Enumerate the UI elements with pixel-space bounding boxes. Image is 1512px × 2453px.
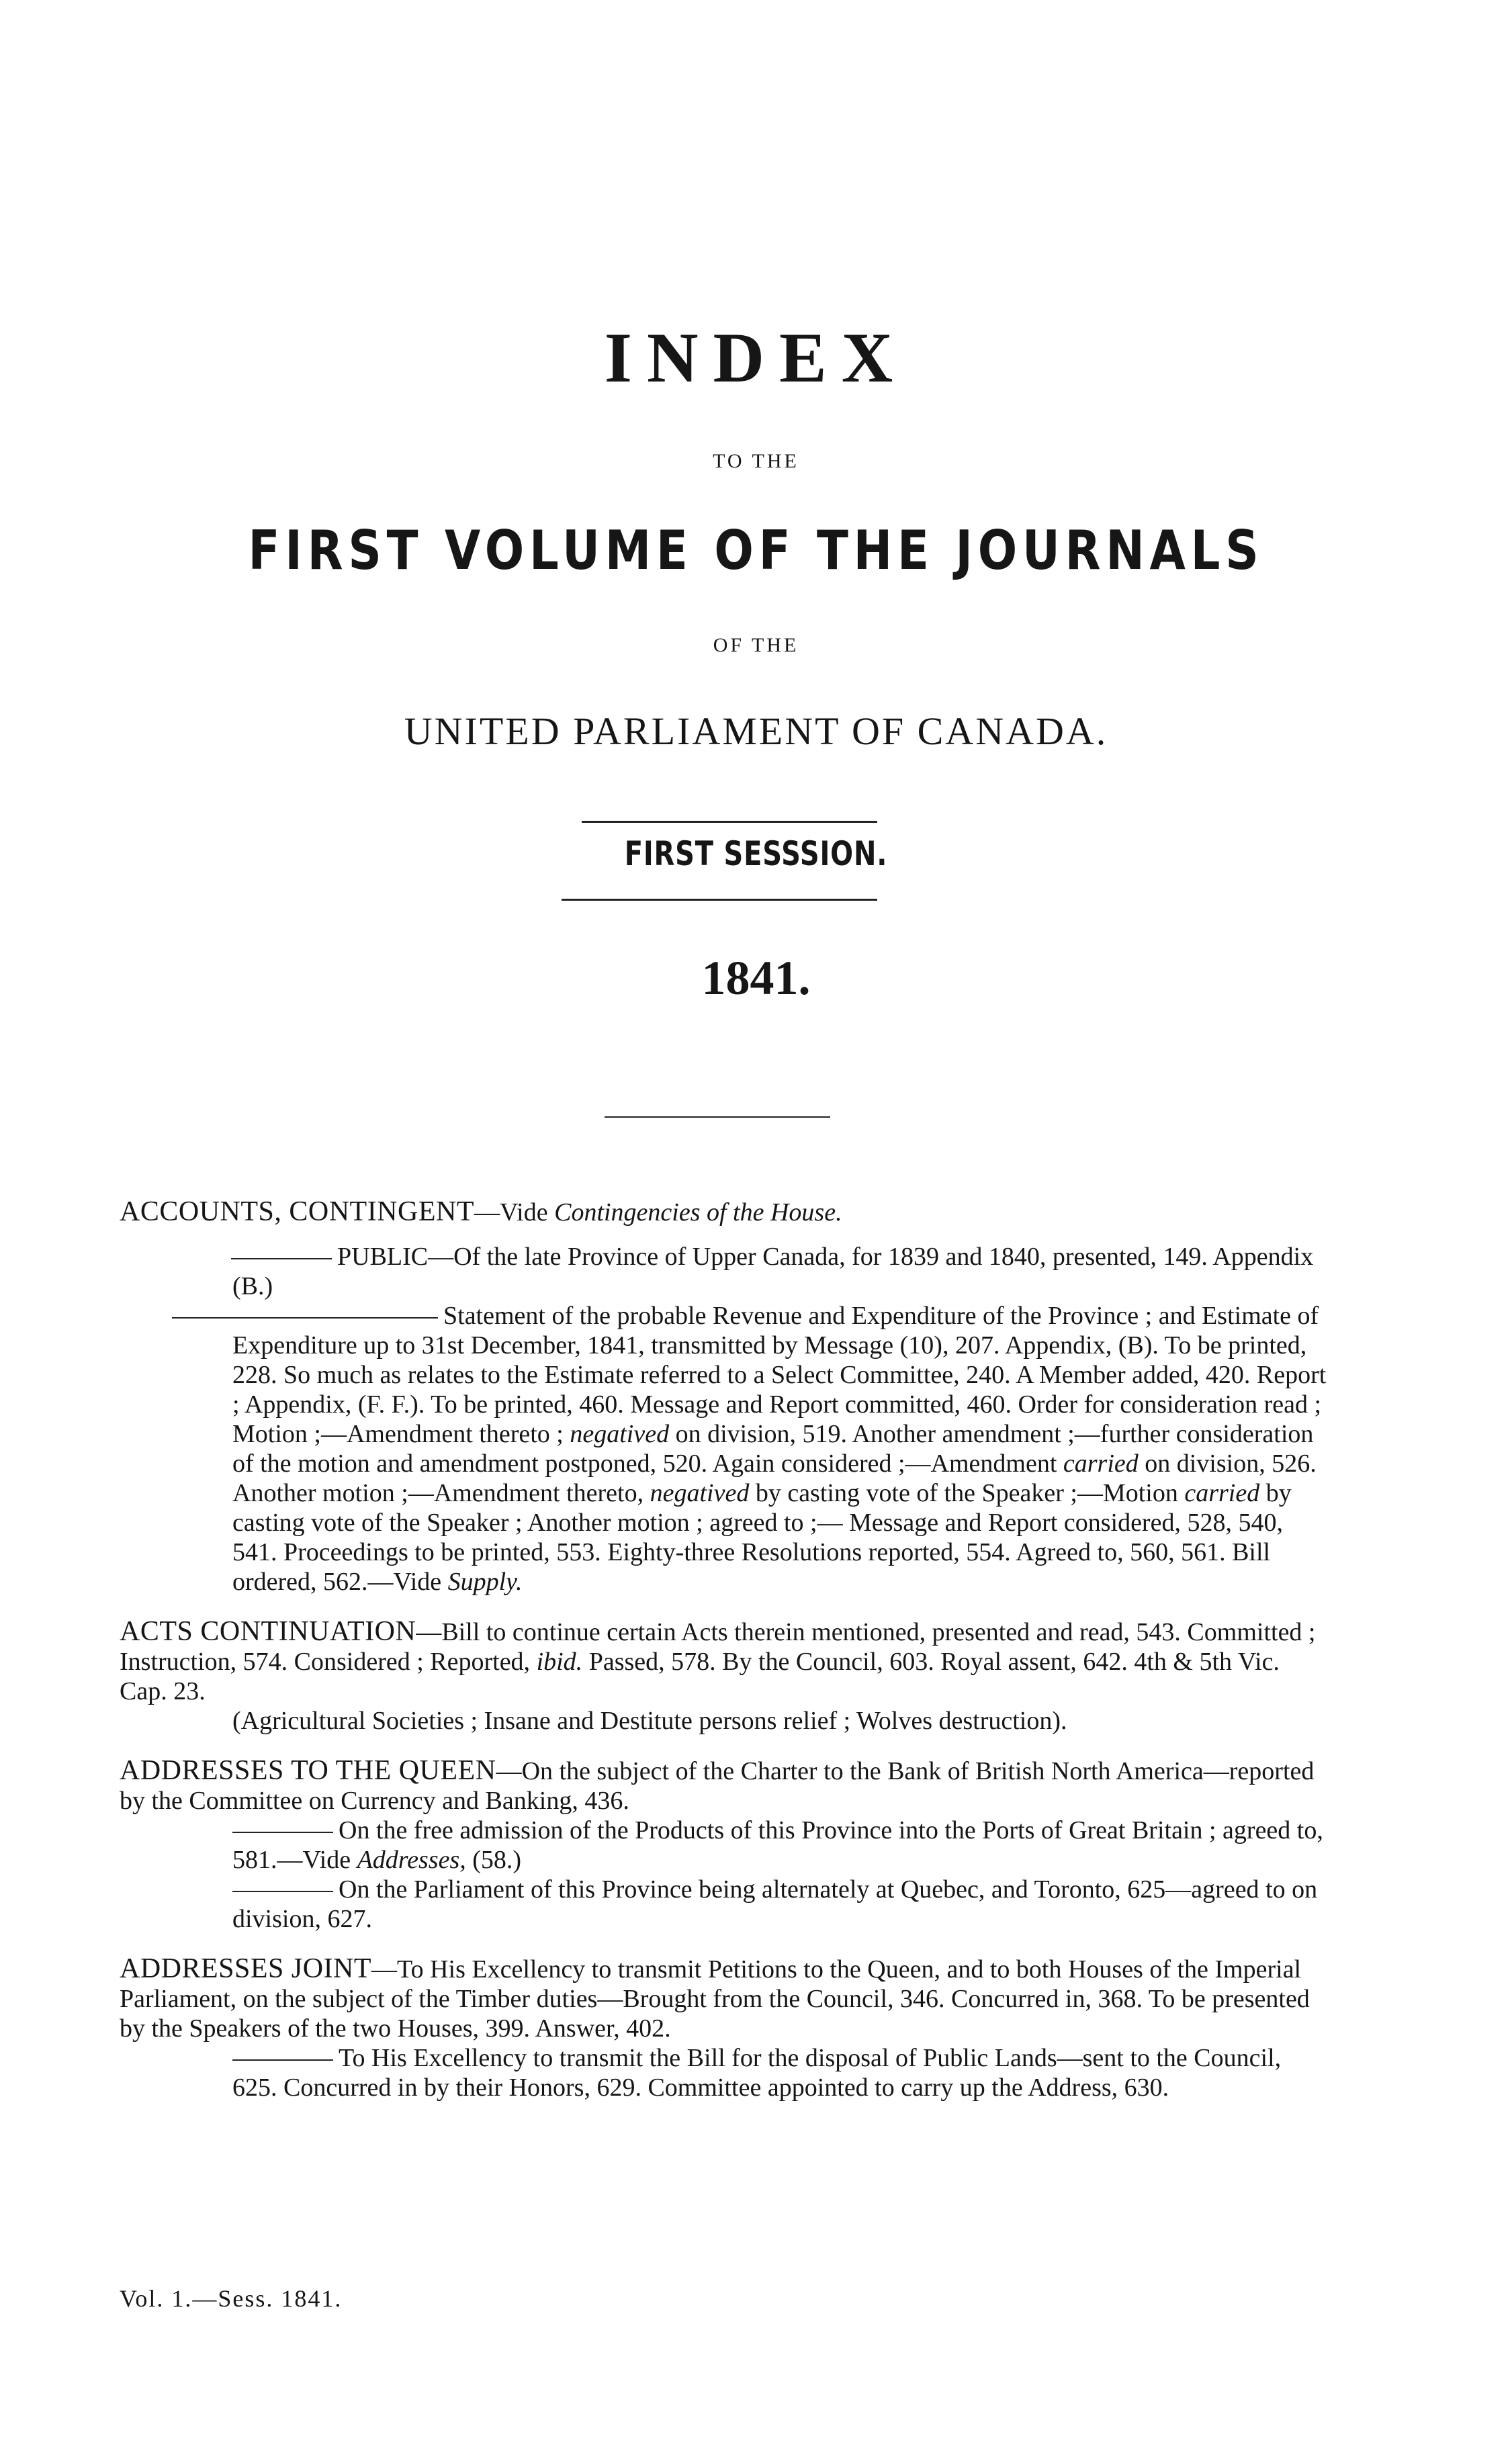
of-the-line: OF THE	[713, 634, 799, 656]
public-text: —Of the late Province of Upper Canada, for 1839 and 1840, presented, 149. Appendix (B.)	[232, 1243, 1314, 1300]
to-the-line: TO THE	[713, 450, 799, 472]
ditto-dash	[232, 1891, 333, 1892]
index-entries	[120, 1197, 1329, 2123]
entry-accounts	[120, 1197, 1329, 1597]
entry-heading-rest: —Vide	[474, 1198, 555, 1226]
ditto-dash	[172, 1317, 438, 1319]
session-title: FIRST SESSSION.	[624, 834, 888, 873]
entry-queen-heading: ADDRESSES TO THE QUEEN—On the subject of the Charter to the Bank of British North America—reported by the Committee on Currency and Banking, 436.	[120, 1755, 1315, 1815]
footer-signature: Vol. 1.—Sess. 1841.	[120, 2285, 343, 2312]
entry-joint-heading: ADDRESSES JOINT—To His Excellency to transmit Petitions to the Queen, and to both Houses of the Imperial Parliament, on the subject of the Timber duties—Brought from the Council, 346. Concurred in, 368. To be presented by the Speakers of the two Houses, 399. Answer, 402.	[120, 1953, 1310, 2043]
entry-accounts-heading	[120, 1197, 1329, 1227]
entry-queen-sub2: On the Parliament of this Province being alternately at Quebec, and Toronto, 625—agreed to on division, 627.	[232, 1875, 1318, 1933]
entry-accounts-public	[232, 1242, 1329, 1301]
entry-acts-heading: ACTS CONTINUATION—Bill to continue certain Acts therein mentioned, presented and read, 543. Committed ; Instruction, 574. Considered ; Reported, ibid. Passed, 578. By the Council, 603. Royal assent, 642. 4th & 5th Vic. Cap. 23.	[120, 1616, 1316, 1705]
entry-addresses-queen	[120, 1756, 1329, 1934]
session-top-rule	[582, 821, 877, 823]
entry-queen-sub1: On the free admission of the Products of this Province into the Ports of Great Britain ; agreed to, 581.—Vide Addresses, (58.)	[232, 1816, 1323, 1874]
ditto-dash	[232, 2059, 333, 2061]
index-title: INDEX	[604, 318, 908, 397]
entry-accounts-statement: Statement of the probable Revenue and Expenditure of the Province ; and Estimate of Expenditure up to 31st December, 1841, transmitted by Message (10), 207. Appendix, (B). To be printed, 228. So much as relates to the Estimate referred to a Select Committee, 240. A Member added, 420. Report ; Appendix, (F. F.). To be printed, 460. Message and Report committed, 460. Order for consideration read ; Motion ;—Amendment thereto ; negatived on division, 519. Another amendment ;—further consideration of the motion and amendment postponed, 520. Again considered ;—Amendment carried on division, 526. Another motion ;—Amendment thereto, negatived by casting vote of the Speaker ;—Motion carried by casting vote of the Speaker ; Another motion ; agreed to ;— Message and Report considered, 528, 540, 541. Proceedings to be printed, 553. Eighty-three Resolutions reported, 554. Agreed to, 560, 561. Bill ordered, 562.—Vide Supply.	[232, 1301, 1329, 1597]
parliament-title: UNITED PARLIAMENT OF CANADA.	[404, 709, 1108, 753]
entry-acts-crossref: (Agricultural Societies ; Insane and Destitute persons relief ; Wolves destruction).	[232, 1707, 1067, 1735]
entry-heading-reference: Contingencies of the House.	[554, 1198, 842, 1226]
public-label: PUBLIC	[337, 1243, 429, 1271]
year-title: 1841.	[701, 951, 811, 1005]
entry-heading: ACCOUNTS, CONTINGENT	[120, 1196, 474, 1227]
ditto-dash	[232, 1832, 333, 1833]
section-divider-rule	[605, 1116, 830, 1118]
entry-addresses-joint	[120, 1954, 1329, 2102]
session-bottom-rule	[562, 899, 877, 901]
volume-title: FIRST VOLUME OF THE JOURNALS	[248, 519, 1264, 582]
entry-acts-continuation	[120, 1617, 1329, 1736]
ditto-dash	[231, 1258, 332, 1259]
entry-joint-sub1: To His Excellency to transmit the Bill for the disposal of Public Lands—sent to the Council, 625. Concurred in by their Honors, 629. Committee appointed to carry up the Address, 630.	[232, 2044, 1282, 2102]
